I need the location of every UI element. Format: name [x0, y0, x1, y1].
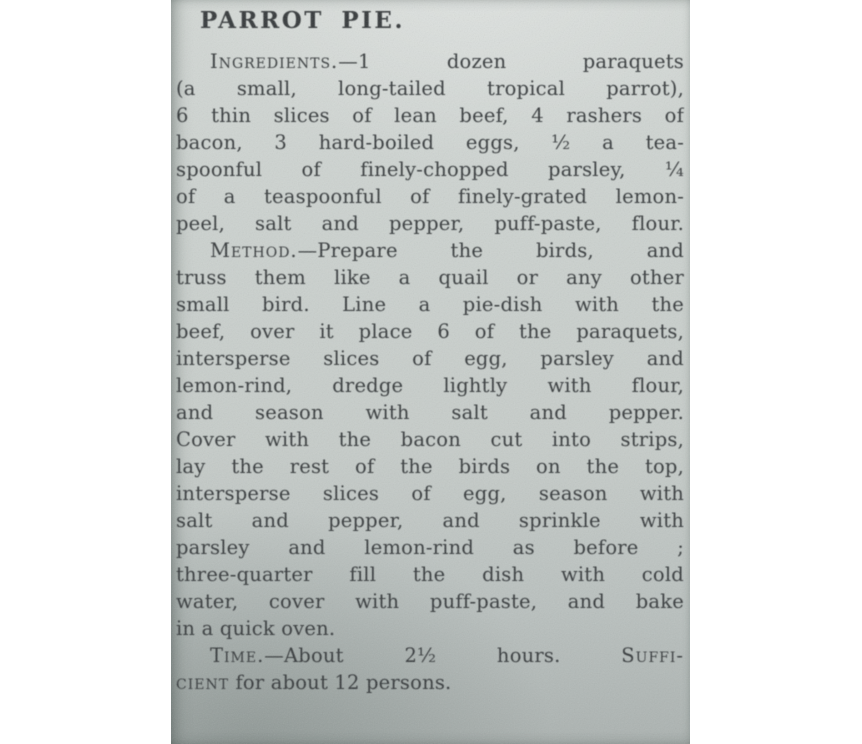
small-caps-text: cient [176, 671, 230, 694]
text-line: and season with salt and pepper. [176, 401, 684, 424]
recipe-title: PARROT PIE. [200, 7, 405, 34]
text-line: Method.—Prepare the birds, and [210, 239, 684, 262]
text-line: intersperse slices of egg, parsley and [176, 347, 684, 370]
paragraph-ingredients [176, 48, 684, 237]
small-caps-text: Suffi- [621, 644, 684, 667]
text-line: water, cover with puff-paste, and bake [176, 590, 684, 613]
text-line: beef, over it place 6 of the paraquets, [176, 320, 684, 343]
small-caps-text: Time. [210, 644, 265, 667]
text-line: bacon, 3 hard-boiled eggs, ½ a tea- [176, 131, 684, 154]
small-caps-text: Method. [210, 239, 298, 262]
text-line: three-quarter fill the dish with cold [176, 563, 684, 586]
book-page-photo [171, 0, 690, 744]
paragraph-method [176, 237, 684, 642]
text-line: of a teaspoonful of finely-grated lemon- [176, 185, 684, 208]
text-line: parsley and lemon-rind as before ; [176, 536, 684, 559]
recipe-text-column [176, 4, 684, 696]
text-line: Ingredients.—1 dozen paraquets [210, 50, 684, 73]
text-line: Cover with the bacon cut into strips, [176, 428, 684, 451]
text-line: (a small, long-tailed tropical parrot), [176, 77, 684, 100]
text-line: cient for about 12 persons. [176, 671, 452, 694]
text-line: truss them like a quail or any other [176, 266, 684, 289]
text-line: peel, salt and pepper, puff-paste, flour. [176, 212, 684, 235]
small-caps-text: Ingredients. [210, 50, 339, 73]
text-line: intersperse slices of egg, season with [176, 482, 684, 505]
text-line: Time.—About 2½ hours. Suffi- [210, 644, 684, 667]
text-line: small bird. Line a pie-dish with the [176, 293, 684, 316]
text-line: lay the rest of the birds on the top, [176, 455, 684, 478]
text-line: in a quick oven. [176, 617, 336, 640]
text-line: 6 thin slices of lean beef, 4 rashers of [176, 104, 684, 127]
text-line: lemon-rind, dredge lightly with flour, [176, 374, 684, 397]
paragraph-time [176, 642, 684, 696]
text-line: salt and pepper, and sprinkle with [176, 509, 684, 532]
text-line: spoonful of finely-chopped parsley, ¼ [176, 158, 684, 181]
recipe-body [176, 48, 684, 696]
